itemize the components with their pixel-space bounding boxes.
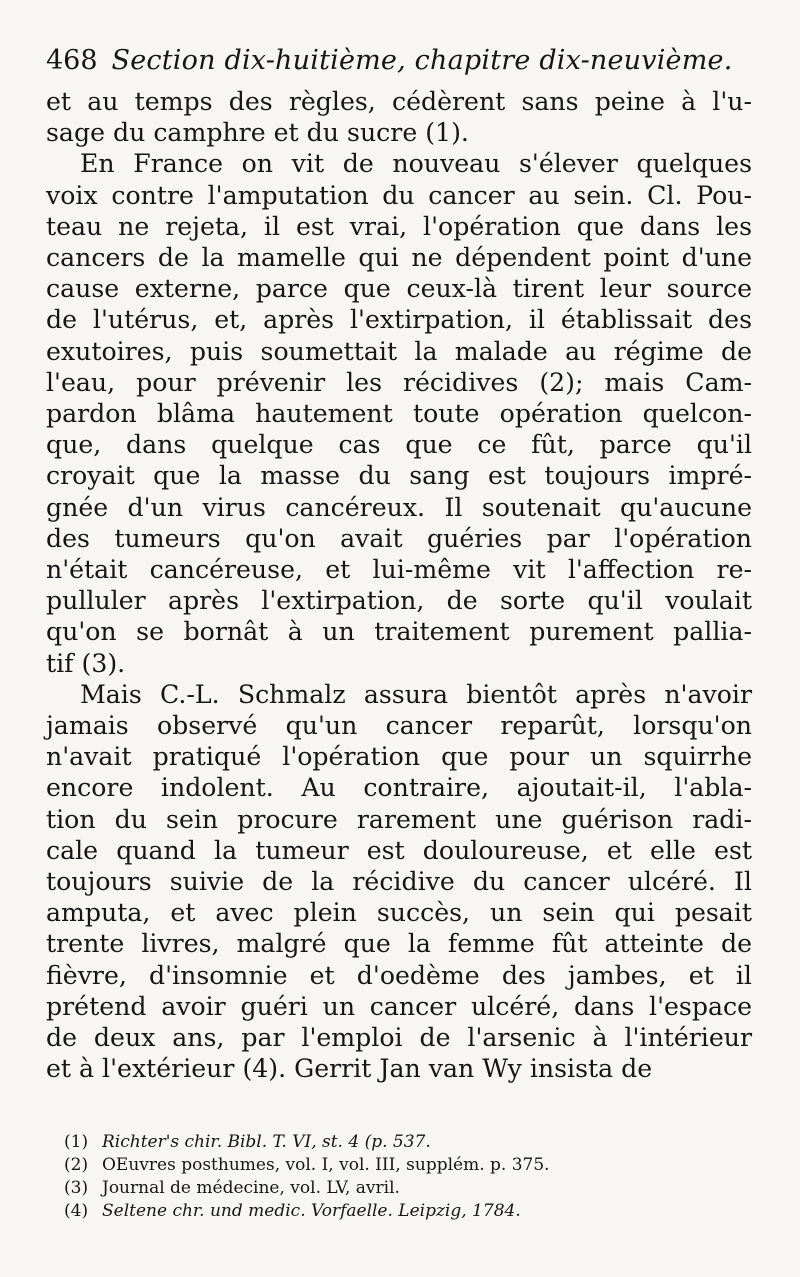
paragraph	[46, 679, 752, 1085]
text-line: croyait que la masse du sang est toujours impré-	[46, 461, 752, 491]
footnote	[64, 1154, 752, 1177]
footnote-text: Richter's chir. Bibl. T. VI, st. 4 (p. 537.	[102, 1131, 431, 1152]
text-line: des tumeurs qu'on avait guéries par l'opération	[46, 523, 752, 553]
text-line: gnée d'un virus cancéreux. Il soutenait qu'aucune	[46, 492, 752, 522]
footnote-text: OEuvres posthumes, vol. I, vol. III, supplém. p. 375.	[102, 1154, 550, 1175]
running-title: Section dix-huitième, chapitre dix-neuvième.	[111, 45, 733, 76]
text-line: qu'on se bornât à un traitement purement pallia-	[46, 617, 752, 647]
text-line: encore indolent. Au contraire, ajoutait-il, l'abla-	[46, 773, 752, 803]
text-line: que, dans quelque cas que ce fût, parce qu'il	[46, 430, 752, 460]
text-line: tif (3).	[46, 648, 126, 678]
body-text	[46, 86, 752, 1085]
footnote	[64, 1177, 752, 1200]
text-line: jamais observé qu'un cancer reparût, lorsqu'on	[46, 711, 752, 741]
text-line: exutoires, puis soumettait la malade au régime de	[46, 336, 752, 366]
footnote-text: Journal de médecine, vol. LV, avril.	[102, 1177, 400, 1198]
text-line: de l'utérus, et, après l'extirpation, il établissait des	[46, 305, 752, 335]
text-line: tion du sein procure rarement une guérison radi-	[46, 804, 752, 834]
text-line: et au temps des règles, cédèrent sans peine à l'u-	[46, 87, 752, 116]
text-line: n'avait pratiqué l'opération que pour un squirrhe	[46, 742, 752, 772]
page-header	[46, 40, 752, 82]
paragraph	[46, 86, 752, 148]
footnote-mark: (1)	[64, 1131, 89, 1152]
text-line: teau ne rejeta, il est vrai, l'opération que dans les	[46, 211, 752, 241]
text-line: cale quand la tumeur est douloureuse, et elle est	[46, 835, 752, 865]
footnote-mark: (4)	[64, 1200, 89, 1221]
text-line: Mais C.-L. Schmalz assura bientôt après n'avoir	[80, 679, 752, 709]
footnote	[64, 1200, 752, 1223]
text-line: amputa, et avec plein succès, un sein qui pesait	[46, 898, 752, 928]
text-line: de deux ans, par l'emploi de l'arsenic à l'intérieur	[46, 1023, 752, 1053]
text-line: sage du camphre et du sucre (1).	[46, 118, 469, 148]
footnote-mark: (2)	[64, 1154, 89, 1175]
text-line: pardon blâma hautement toute opération quelcon-	[46, 399, 752, 429]
text-line: fièvre, d'insomnie et d'oedème des jambes, et il	[46, 960, 752, 990]
footnotes	[46, 1131, 752, 1223]
footnote	[64, 1131, 752, 1154]
text-line: n'était cancéreuse, et lui-même vit l'affection re-	[46, 555, 752, 585]
text-line: trente livres, malgré que la femme fût atteinte de	[46, 929, 752, 959]
footnote-mark: (3)	[64, 1177, 89, 1198]
text-line: l'eau, pour prévenir les récidives (2); mais Cam-	[46, 367, 752, 397]
text-line: toujours suivie de la récidive du cancer ulcéré. Il	[46, 867, 752, 897]
text-line: prétend avoir guéri un cancer ulcéré, dans l'espace	[46, 991, 752, 1021]
text-line: cause externe, parce que ceux-là tirent leur source	[46, 274, 752, 304]
page-number: 468	[46, 45, 98, 76]
text-line: voix contre l'amputation du cancer au sein. Cl. Pou-	[46, 180, 752, 210]
text-line: pulluler après l'extirpation, de sorte qu'il voulait	[46, 586, 752, 616]
text-line: et à l'extérieur (4). Gerrit Jan van Wy insista de	[46, 1054, 653, 1084]
paragraph	[46, 148, 752, 678]
footnote-text: Seltene chr. und medic. Vorfaelle. Leipzig, 1784.	[102, 1200, 521, 1221]
text-line: cancers de la mamelle qui ne dépendent point d'une	[46, 243, 752, 273]
text-line: En France on vit de nouveau s'élever quelques	[80, 149, 752, 179]
